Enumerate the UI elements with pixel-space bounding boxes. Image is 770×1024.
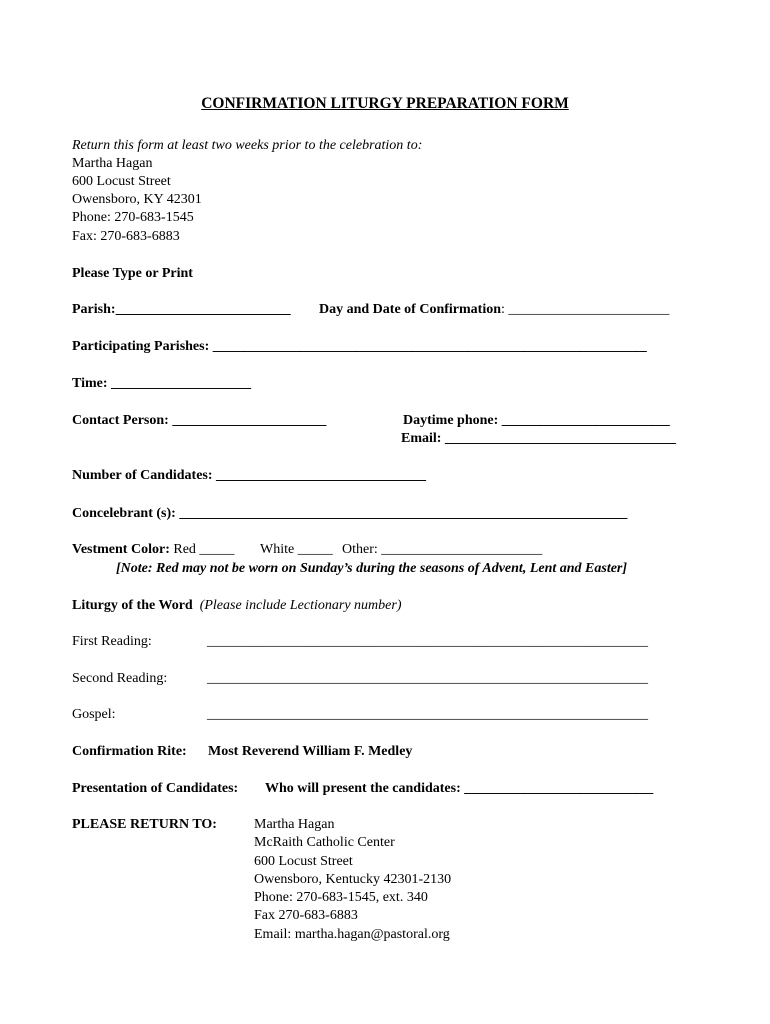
form-title: CONFIRMATION LITURGY PREPARATION FORM bbox=[201, 95, 569, 112]
parish-label: Parish: bbox=[72, 302, 116, 317]
return-to-line: Fax 270-683-6883 bbox=[254, 908, 358, 923]
email-label: Email: bbox=[401, 431, 442, 446]
return-phone: Phone: 270-683-1545 bbox=[72, 210, 194, 225]
liturgy-heading bbox=[72, 597, 401, 614]
daytime-phone-field[interactable] bbox=[403, 412, 670, 429]
vestment-note: [Note: Red may not be worn on Sunday’s during the seasons of Advent, Lent and Easter] bbox=[116, 561, 628, 576]
return-fax: Fax: 270-683-6883 bbox=[72, 229, 180, 244]
participating-blank[interactable]: ______________________________________________________________ bbox=[209, 339, 647, 354]
candidates-blank[interactable]: ______________________________ bbox=[212, 468, 427, 483]
concelebrant-field[interactable] bbox=[72, 505, 627, 522]
participating-field[interactable] bbox=[72, 338, 647, 355]
vestment-red[interactable]: Red _____ bbox=[169, 542, 235, 557]
vestment-label: Vestment Color: bbox=[72, 542, 170, 557]
return-intro: Return this form at least two weeks prior to the celebration to: bbox=[72, 138, 423, 153]
return-to-line: Phone: 270-683-1545, ext. 340 bbox=[254, 890, 428, 905]
time-field[interactable] bbox=[72, 375, 251, 392]
day-date-label: Day and Date of Confirmation bbox=[319, 302, 501, 317]
concelebrant-label: Concelebrant (s): bbox=[72, 506, 176, 521]
liturgy-hint: (Please include Lectionary number) bbox=[199, 598, 402, 613]
vestment-field bbox=[72, 541, 234, 558]
return-to-line: Owensboro, Kentucky 42301-2130 bbox=[254, 872, 452, 887]
contact-label: Contact Person: bbox=[72, 413, 169, 428]
daytime-phone-label: Daytime phone: bbox=[403, 413, 499, 428]
day-date-blank[interactable]: _______________________ bbox=[504, 302, 670, 317]
email-field[interactable] bbox=[401, 430, 676, 447]
return-street: 600 Locust Street bbox=[72, 174, 171, 189]
time-label: Time: bbox=[72, 376, 108, 391]
return-to-line: 600 Locust Street bbox=[254, 854, 353, 869]
candidates-label: Number of Candidates: bbox=[72, 468, 213, 483]
presentation-question: Who will present the candidates: bbox=[265, 781, 461, 796]
return-to-line: McRaith Catholic Center bbox=[254, 835, 395, 850]
contact-field[interactable] bbox=[72, 412, 326, 429]
rite-value: Most Reverend William F. Medley bbox=[208, 744, 413, 759]
liturgy-label: Liturgy of the Word bbox=[72, 598, 193, 613]
candidates-field[interactable] bbox=[72, 467, 426, 484]
instruction: Please Type or Print bbox=[72, 266, 193, 281]
second-reading-label: Second Reading: bbox=[72, 671, 168, 686]
time-blank[interactable]: ____________________ bbox=[107, 376, 252, 391]
email-blank[interactable]: _________________________________ bbox=[441, 431, 676, 446]
concelebrant-blank[interactable]: ________________________________________________________________ bbox=[175, 506, 628, 521]
gospel-blank[interactable]: _______________________________________________________________ bbox=[207, 707, 648, 722]
return-to-email[interactable]: Email: martha.hagan@pastoral.org bbox=[254, 927, 450, 942]
return-name: Martha Hagan bbox=[72, 156, 153, 171]
participating-label: Participating Parishes: bbox=[72, 339, 210, 354]
daytime-phone-blank[interactable]: ________________________ bbox=[498, 413, 670, 428]
rite-label: Confirmation Rite: bbox=[72, 744, 187, 759]
return-city: Owensboro, KY 42301 bbox=[72, 192, 202, 207]
return-to-label: PLEASE RETURN TO: bbox=[72, 817, 217, 832]
vestment-other[interactable]: Other: _______________________ bbox=[342, 542, 543, 557]
day-date-field[interactable] bbox=[319, 301, 669, 318]
return-to-line: Martha Hagan bbox=[254, 817, 335, 832]
presentation-blank[interactable]: ___________________________ bbox=[464, 781, 654, 796]
first-reading-label: First Reading: bbox=[72, 634, 152, 649]
presentation-field[interactable] bbox=[265, 780, 653, 797]
parish-blank[interactable]: _________________________ bbox=[115, 302, 291, 317]
vestment-white[interactable]: White _____ bbox=[260, 542, 333, 557]
gospel-label: Gospel: bbox=[72, 707, 116, 722]
parish-field[interactable] bbox=[72, 301, 291, 318]
first-reading-blank[interactable]: _______________________________________________________________ bbox=[207, 634, 648, 649]
second-reading-blank[interactable]: _______________________________________________________________ bbox=[207, 671, 648, 686]
contact-blank[interactable]: ______________________ bbox=[168, 413, 327, 428]
day-date-colon: : bbox=[501, 302, 505, 317]
presentation-label: Presentation of Candidates: bbox=[72, 781, 239, 796]
